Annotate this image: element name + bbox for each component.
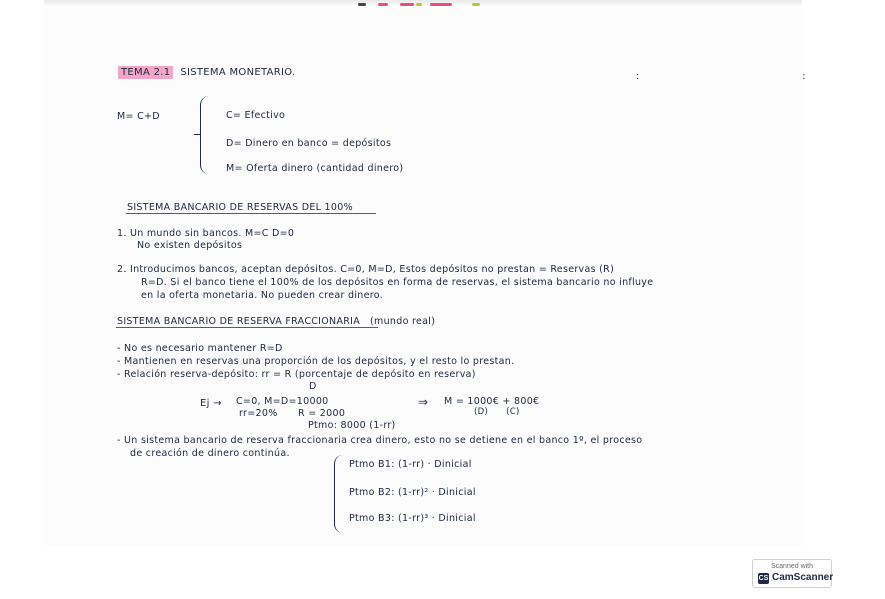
section1-point2-line2: R=D. Si el banco tiene el 100% de los depósitos en forma de reservas, el sistema bancario no influye xyxy=(141,277,654,288)
section2-heading: SISTEMA BANCARIO DE RESERVA FRACCIONARIA xyxy=(117,316,361,327)
watermark-caption: Scanned with xyxy=(770,563,814,570)
page-title xyxy=(118,68,296,78)
section2-bullet-2: - Mantienen en reservas una proporción de los depósitos, y el resto lo prestan. xyxy=(117,356,515,367)
camscanner-watermark xyxy=(752,559,832,588)
implies-arrow: ⇒ xyxy=(418,395,429,409)
section1-point2-line1: 2. Introducimos bancos, aceptan depósitos. C=0, M=D, Estos depósitos no prestan = Reservas (R) xyxy=(117,264,615,275)
example-reserve: R = 2000 xyxy=(298,408,346,419)
corner-marks: : : xyxy=(636,71,885,82)
example-result-sub: (D) (C) xyxy=(474,407,520,417)
section2-bullet-3: - Relación reserva-depósito: rr = R (porcentaje de depósito en reserva) xyxy=(117,369,476,380)
camscanner-logo-icon: CS xyxy=(758,575,769,582)
loans-brace xyxy=(334,455,343,533)
section1-point1-line2: No existen depósitos xyxy=(137,240,243,251)
def-money-supply: M= Oferta dinero (cantidad dinero) xyxy=(226,163,404,174)
section2-heading-row xyxy=(117,317,435,327)
example-label: Ej → xyxy=(200,398,222,409)
money-equation: M= C+D xyxy=(117,111,160,122)
section1-underline xyxy=(126,213,376,214)
topic-title: SISTEMA MONETARIO. xyxy=(180,67,296,78)
section1-point2-line3: en la oferta monetaria. No pueden crear dinero. xyxy=(141,290,383,301)
example-line1: C=0, M=D=10000 xyxy=(236,396,329,407)
example-loan: Ptmo: 8000 (1-rr) xyxy=(308,420,396,431)
section2-underline xyxy=(116,327,378,328)
section2-bullet-1: - No es necesario mantener R=D xyxy=(117,343,283,354)
brace-tick xyxy=(194,134,200,135)
watermark-brand: CamScanner xyxy=(772,572,834,583)
loan-b3: Ptmo B3: (1-rr)³ · Dinicial xyxy=(349,513,476,524)
section2-heading-note: (mundo real) xyxy=(370,316,436,327)
example-line2: rr=20% xyxy=(239,408,278,419)
section1-heading: SISTEMA BANCARIO DE RESERVAS DEL 100% xyxy=(127,202,353,213)
def-deposits: D= Dinero en banco = depósitos xyxy=(226,138,392,149)
loan-b1: Ptmo B1: (1-rr) · Dinicial xyxy=(349,459,472,470)
top-color-marks xyxy=(358,1,488,7)
closing-line1: - Un sistema bancario de reserva fraccionaria crea dinero, esto no se detiene en el banco 1º, el proceso xyxy=(117,435,643,446)
ratio-denominator: D xyxy=(309,381,317,392)
example-result: M = 1000€ + 800€ xyxy=(444,396,540,407)
def-efectivo: C= Efectivo xyxy=(226,110,286,121)
section1-point1-line1: 1. Un mundo sin bancos. M=C D=0 xyxy=(117,228,295,239)
brace-left xyxy=(200,96,209,174)
topic-label: TEMA 2.1 xyxy=(118,66,173,79)
loan-b2: Ptmo B2: (1-rr)² · Dinicial xyxy=(349,487,476,498)
closing-line2: de creación de dinero continúa. xyxy=(130,448,290,459)
